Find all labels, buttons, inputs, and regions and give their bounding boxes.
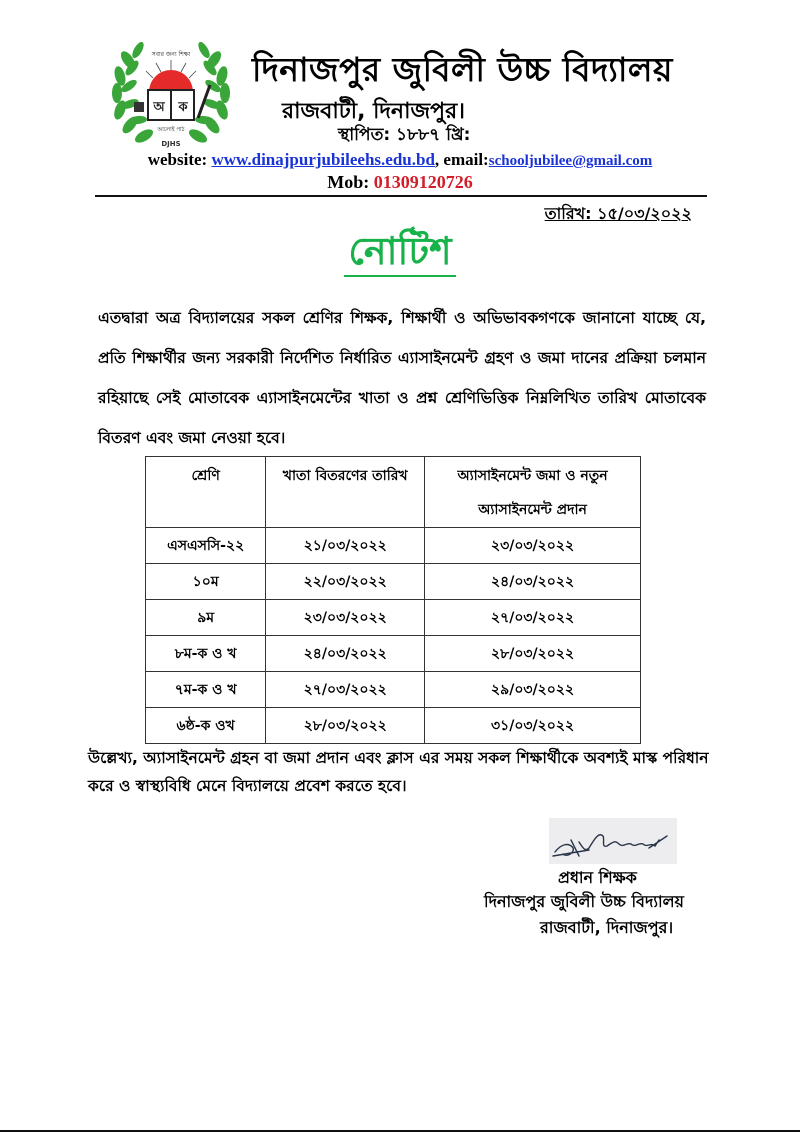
table-row [146,528,641,564]
cell-distribution-date: ২৩/০৩/২০২২ [266,600,425,636]
school-address: রাজবাটী, দিনাজপুর। [282,99,466,124]
school-emblem-icon [106,30,236,152]
table-header-row [146,457,641,528]
header-submission-date: অ্যাসাইনমেন্ট জমা ও নতুন অ্যাসাইনমেন্ট প্রদান [425,457,641,528]
cell-submission-date: ৩১/০৩/২০২২ [425,708,641,744]
cell-class: ৭ম-ক ও খ [146,672,266,708]
logo-top-text: সবার জন্য শিক্ষা [151,51,191,58]
cell-submission-date: ২৮/০৩/২০২২ [425,636,641,672]
email-label: , email: [434,150,489,169]
signature-image [549,818,677,864]
signatory-school: দিনাজপুর জুবিলী উচ্চ বিদ্যালয় [484,892,684,911]
header-separator [95,195,707,197]
cell-submission-date: ২৯/০৩/২০২২ [425,672,641,708]
logo-bottom-text: আলোই পাঠ [157,127,185,133]
email-link[interactable]: schooljubilee@gmail.com [488,153,653,169]
cell-class: ১০ম [146,564,266,600]
cell-submission-date: ২৩/০৩/২০২২ [425,528,641,564]
cell-distribution-date: ২৪/০৩/২০২২ [266,636,425,672]
website-label: website: [147,150,212,169]
logo-letter-a: অ [153,100,165,115]
cell-class: ৮ম-ক ও খ [146,636,266,672]
cell-distribution-date: ২৭/০৩/২০২২ [266,672,425,708]
cell-distribution-date: ২১/০৩/২০২২ [266,528,425,564]
cell-distribution-date: ২৮/০৩/২০২২ [266,708,425,744]
header-class: শ্রেণি [146,457,266,528]
table-row [146,600,641,636]
website-link[interactable]: www.dinajpurjubileehs.edu.bd [211,150,435,169]
logo-initials: DJHS [161,140,181,148]
cell-submission-date: ২৭/০৩/২০২২ [425,600,641,636]
cell-class: ৬ষ্ঠ-ক ওখ [146,708,266,744]
table-row [146,672,641,708]
table-row [146,564,641,600]
note-text: উল্লেখ্য, অ্যাসাইনমেন্ট গ্রহন বা জমা প্রদান এবং ক্লাস এর সময় সকল শিক্ষার্থীকে অবশ্যই মাস্ক পরিধান করে ও স্বাস্থ্যবিধি মেনে বিদ্যালয়ে প্রবেশ করতে হবে। [88,749,709,795]
notice-date: তারিখ: ১৫/০৩/২০২২ [544,204,692,223]
cell-class: ৯ম [146,600,266,636]
mobile-number: 01309120726 [373,172,473,192]
notice-title-wrap [0,222,800,286]
table-row [146,636,641,672]
signatory-title: প্রধান শিক্ষক [558,868,637,887]
school-name: দিনাজপুর জুবিলী উচ্চ বিদ্যালয় [252,50,673,89]
cell-submission-date: ২৪/০৩/২০২২ [425,564,641,600]
established-year: স্থাপিত: ১৮৮৭ খ্রি: [338,125,471,145]
cell-class: এসএসসি-২২ [146,528,266,564]
cell-distribution-date: ২২/০৩/২০২২ [266,564,425,600]
table-row [146,708,641,744]
logo-letter-ka: ক [178,100,188,115]
notice-title: নোটিশ [344,229,455,277]
mobile-label: Mob: [327,172,374,192]
signatory-address: রাজবাটী, দিনাজপুর। [540,918,674,937]
header-distribution-date: খাতা বিতরণের তারিখ [266,457,425,528]
notice-body: এতদ্বারা অত্র বিদ্যালয়ের সকল শ্রেণির শিক্ষক, শিক্ষার্থী ও অভিভাবকগণকে জানানো যাচ্ছে যে, প্রতি শিক্ষার্থীর জন্য সরকারী নির্দেশিত নির্ধারিত এ্যাসাইনমেন্ট গ্রহণ ও জমা দানের প্রক্রিয়া চলমান রহিয়াছে সেই মোতাবেক এ্যাসাইনমেন্টের খাতা ও প্রশ্ন শ্রেণিভিত্তিক নিম্নলিখিত তারিখ মোতাবেক বিতরণ এবং জমা নেওয়া হবে। [98,309,706,447]
school-logo [106,30,236,152]
schedule-table [145,456,641,744]
contact-line [0,150,800,170]
mobile-line [0,172,800,193]
signature-icon [549,818,677,864]
